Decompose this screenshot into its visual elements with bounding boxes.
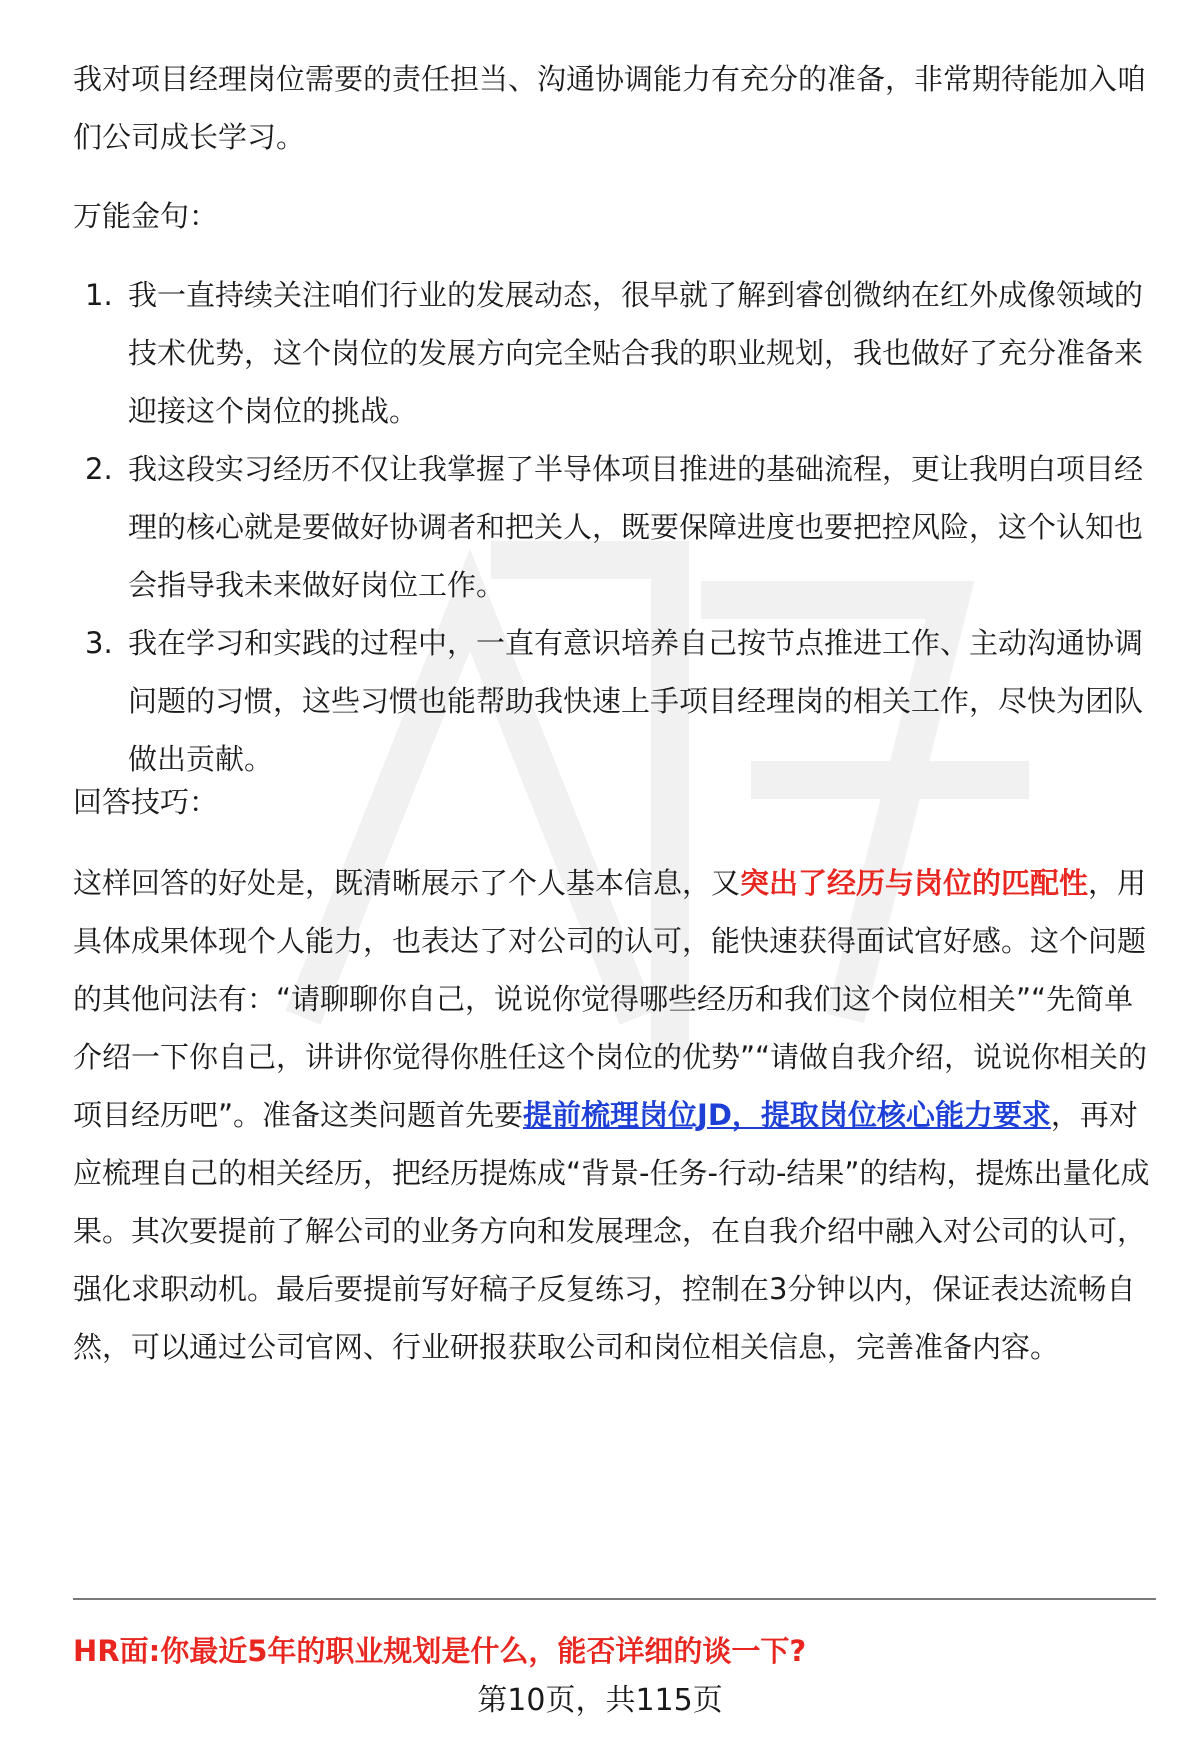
golden-sentences-list	[73, 266, 1153, 788]
intro-paragraph: 我对项目经理岗位需要的责任担当、沟通协调能力有充分的准备，非常期待能加入咱们公司成长学习。	[73, 62, 1147, 154]
tips-text-part2: ，用具体成果体现个人能力，也表达了对公司的认可，能快速获得面试官好感。这个问题的其他问法有：“请聊聊你自己，说说你觉得哪些经历和我们这个岗位相关”“先简单介绍一下你自己，讲讲你觉得你胜任这个岗位的优势”“请做自我介绍，说说你相关的项目经历吧”。准备这类问题首先要	[73, 866, 1148, 1132]
tips-highlight-red: 突出了经历与岗位的匹配性	[740, 866, 1089, 900]
answer-tips-paragraph	[73, 854, 1153, 1376]
list-item-number: 2.	[85, 452, 113, 486]
section-divider	[73, 1598, 1156, 1600]
page-number: 第10页，共115页	[477, 1683, 723, 1718]
list-item	[73, 440, 1153, 614]
list-item-text: 我这段实习经历不仅让我掌握了半导体项目推进的基础流程，更让我明白项目经理的核心就是要做好协调者和把关人，既要保障进度也要把控风险，这个认知也会指导我未来做好岗位工作。	[128, 452, 1144, 602]
list-item-text: 我一直持续关注咱们行业的发展动态，很早就了解到睿创微纳在红外成像领域的技术优势，这个岗位的发展方向完全贴合我的职业规划，我也做好了充分准备来迎接这个岗位的挑战。	[128, 278, 1144, 428]
list-item-number: 3.	[85, 626, 113, 660]
golden-sentences-label: 万能金句：	[73, 199, 219, 233]
tips-text-part3: ，再对应梳理自己的相关经历，把经历提炼成“背景-任务-行动-结果”的结构，提炼出量化成果。其次要提前了解公司的业务方向和发展理念，在自我介绍中融入对公司的认可，强化求职动机。最后要提前写好稿子反复练习，控制在3分钟以内，保证表达流畅自然，可以通过公司官网、行业研报获取公司和岗位相关信息，完善准备内容。	[73, 1098, 1150, 1364]
answer-tips-label: 回答技巧：	[73, 785, 219, 819]
list-item	[73, 614, 1153, 788]
tips-text-part1: 这样回答的好处是，既清晰展示了个人基本信息，又	[73, 866, 741, 900]
list-item	[73, 266, 1153, 440]
list-item-number: 1.	[85, 278, 113, 312]
tips-highlight-blue-link[interactable]: 提前梳理岗位JD，提取岗位核心能力要求	[523, 1098, 1051, 1132]
list-item-text: 我在学习和实践的过程中，一直有意识培养自己按节点推进工作、主动沟通协调问题的习惯，这些习惯也能帮助我快速上手项目经理岗的相关工作，尽快为团队做出贡献。	[128, 626, 1144, 776]
next-question-heading: HR面:你最近5年的职业规划是什么，能否详细的谈一下?	[73, 1634, 807, 1668]
